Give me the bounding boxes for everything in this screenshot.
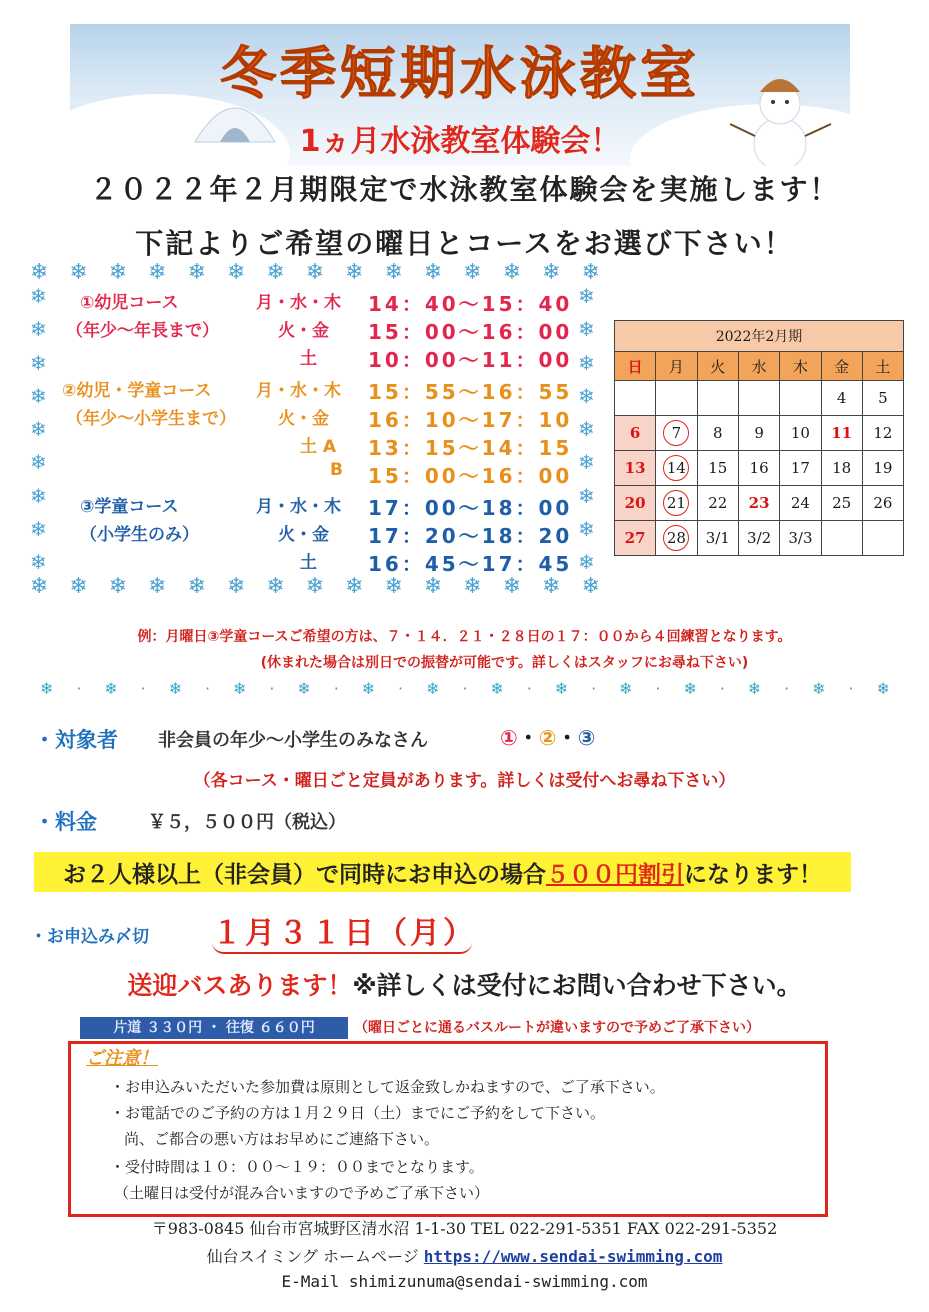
calendar-day: 17	[780, 451, 821, 486]
footer-email[interactable]: E-Mail shimizunuma@sendai-swimming.com	[281, 1272, 648, 1291]
schedule-row: ③学童コース 月・水・木 17：00～18：00	[80, 496, 573, 520]
calendar-day	[656, 416, 697, 451]
caution-title: ご注意！	[86, 1048, 158, 1069]
calendar-day: 25	[821, 486, 862, 521]
caution-line: 尚、ご都合の悪い方はお早めにご連絡下さい。	[124, 1130, 440, 1148]
calendar-day	[738, 381, 779, 416]
caution-line: ・お電話でのご予約の方は１月２９日（土）までにご予約をして下さい。	[110, 1104, 606, 1122]
homepage-link[interactable]: https://www.sendai-swimming.com	[423, 1247, 723, 1266]
calendar-day: 12	[862, 416, 903, 451]
fee-label: ・料金	[34, 810, 97, 834]
weekday-header: 月	[656, 352, 697, 381]
calendar-day: 3/3	[780, 521, 821, 556]
schedule-row: 土 16：45～17：45	[300, 552, 573, 576]
fee-value: ￥５，５００円（税込）	[148, 812, 346, 833]
discount-text: お２人様以上（非会員）で同時にお申込の場合５００円割引になります！	[63, 862, 822, 888]
calendar-day: 24	[780, 486, 821, 521]
calendar-day	[780, 381, 821, 416]
target-text: 非会員の年少～小学生のみなさん	[158, 730, 428, 751]
deadline-value: １月３１日（月）	[212, 916, 476, 951]
calendar-day: 16	[738, 451, 779, 486]
calendar-day: 5	[862, 381, 903, 416]
weekday-header: 木	[780, 352, 821, 381]
bus-fare-note: （曜日ごとに通るバスルートが違いますので予めご了承下さい）	[354, 1020, 760, 1036]
calendar-day: 10	[780, 416, 821, 451]
calendar-day: 4	[821, 381, 862, 416]
calendar-day	[656, 381, 697, 416]
weekday-header: 火	[697, 352, 738, 381]
weekday-header: 土	[862, 352, 903, 381]
snowflake-divider: ❄ · ❄ · ❄ · ❄ · ❄ · ❄ · ❄ · ❄ · ❄ · ❄ · ❄ · ❄ · ❄ · ❄	[40, 678, 890, 698]
target-courses: ①・②・③	[500, 726, 596, 750]
circled-day: 7	[663, 420, 689, 446]
calendar-day: 18	[821, 451, 862, 486]
circled-day: 28	[663, 525, 689, 551]
caution-line: （土曜日は受付が混み合いますので予めご了承下さい）	[114, 1184, 490, 1202]
calendar-day	[656, 451, 697, 486]
calendar-day: 8	[697, 416, 738, 451]
page-title: 冬季短期水泳教室	[220, 42, 700, 107]
calendar-day: 19	[862, 451, 903, 486]
schedule-row: ②幼児・学童コース 月・水・木 15：55～16：55	[62, 380, 573, 404]
circled-day: 14	[663, 455, 689, 481]
schedule-row: 土 A 13：15～14：15	[300, 436, 573, 460]
bus-fare: 片道 ３３０円 ・ 往復 ６６０円	[80, 1017, 348, 1039]
calendar-day: 27	[615, 521, 656, 556]
makeup-note: (休まれた場合は別日での振替が可能です。詳しくはスタッフにお尋ね下さい)	[260, 655, 749, 671]
calendar-day	[656, 521, 697, 556]
snowflake-border-bottom: ❄ ❄ ❄ ❄ ❄ ❄ ❄ ❄ ❄ ❄ ❄ ❄ ❄ ❄ ❄	[30, 574, 600, 599]
bus-info: 送迎バスあります！※詳しくは受付にお問い合わせ下さい。	[127, 971, 802, 1000]
deadline-label: ・お申込み〆切	[30, 927, 149, 947]
capacity-note: （各コース・曜日ごと定員があります。詳しくは受付へお尋ね下さい）	[193, 771, 736, 791]
header-banner	[70, 24, 850, 166]
calendar-day: 26	[862, 486, 903, 521]
calendar-day	[615, 381, 656, 416]
snowflake-border-left: ❄ ❄ ❄ ❄ ❄ ❄ ❄ ❄ ❄	[30, 284, 47, 574]
snowflake-border-right: ❄ ❄ ❄ ❄ ❄ ❄ ❄ ❄ ❄	[578, 284, 595, 574]
headline-period: ２０２２年２月期限定で水泳教室体験会を実施します！	[89, 173, 840, 206]
circled-day: 21	[663, 490, 689, 516]
calendar-day: 9	[738, 416, 779, 451]
calendar-day	[821, 521, 862, 556]
calendar-day: 20	[615, 486, 656, 521]
weekday-header: 金	[821, 352, 862, 381]
snowflake-border-top: ❄ ❄ ❄ ❄ ❄ ❄ ❄ ❄ ❄ ❄ ❄ ❄ ❄ ❄ ❄	[30, 260, 600, 285]
footer-address: 〒983-0845 仙台市宮城野区清水沼 1-1-30 TEL 022-291-5351 FAX 022-291-5352	[151, 1219, 778, 1238]
example-note: 例：月曜日③学童コースご希望の方は、７・１４．２１・２８日の１７：００から４回練習となります。	[137, 629, 792, 645]
calendar-day: 23	[738, 486, 779, 521]
target-label: ・対象者	[34, 728, 118, 752]
calendar-table	[614, 320, 904, 556]
schedule-row: 土 10：00～11：00	[300, 348, 573, 372]
headline-select: 下記よりご希望の曜日とコースをお選び下さい！	[135, 227, 794, 260]
schedule-box	[30, 262, 600, 598]
calendar-day	[656, 486, 697, 521]
weekday-header: 日	[615, 352, 656, 381]
caution-line: ・お申込みいただいた参加費は原則として返金致しかねますので、ご了承下さい。	[110, 1078, 665, 1096]
schedule-row: （年少～小学生まで） 火・金 16：10～17：10	[66, 408, 573, 432]
calendar-day: 3/2	[738, 521, 779, 556]
caution-line: ・受付時間は１０：００～１９：００までとなります。	[110, 1158, 484, 1176]
calendar-day	[862, 521, 903, 556]
schedule-row: （小学生のみ） 火・金 17：20～18：20	[80, 524, 573, 548]
page-subtitle: 1ヵ月水泳教室体験会！	[299, 124, 621, 159]
calendar-day: 6	[615, 416, 656, 451]
calendar-day: 22	[697, 486, 738, 521]
schedule-row: ①幼児コース 月・水・木 14：40～15：40	[80, 292, 573, 316]
weekday-header: 水	[738, 352, 779, 381]
calendar-title: 2022年2月期	[615, 321, 904, 352]
calendar-day	[697, 381, 738, 416]
calendar-day: 11	[821, 416, 862, 451]
footer-homepage: 仙台スイミング ホームページ https://www.sendai-swimming.com	[206, 1247, 723, 1266]
calendar-day: 15	[697, 451, 738, 486]
schedule-row: B 15：00～16：00	[330, 460, 573, 488]
schedule-row: （年少～年長まで） 火・金 15：00～16：00	[66, 320, 573, 344]
calendar-day: 13	[615, 451, 656, 486]
calendar-day: 3/1	[697, 521, 738, 556]
